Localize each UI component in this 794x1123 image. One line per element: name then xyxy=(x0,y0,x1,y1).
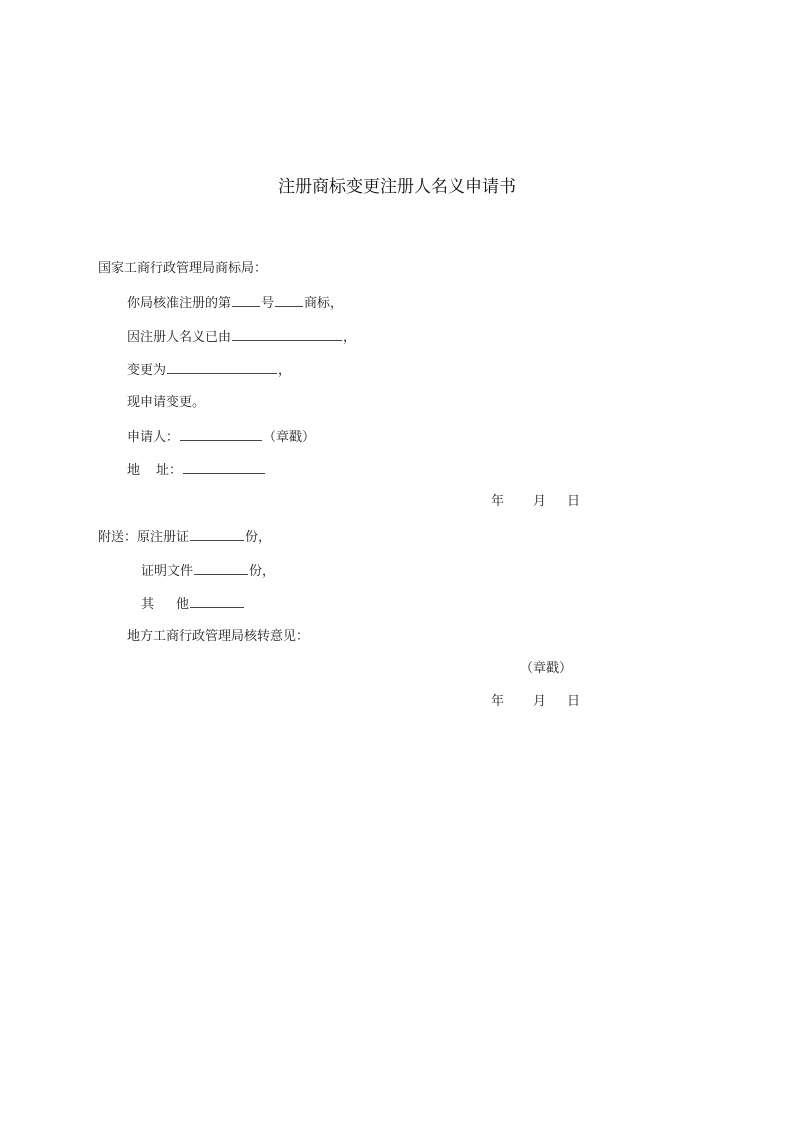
attachment-line-2 xyxy=(141,562,275,580)
year-label: 年 xyxy=(491,494,505,509)
text: 其 xyxy=(141,597,155,612)
text: 地 xyxy=(127,463,141,478)
address-line xyxy=(127,461,266,479)
text: 证明文件 xyxy=(141,564,194,579)
other-blank[interactable] xyxy=(190,595,244,608)
applicant-label: 申请人： xyxy=(127,430,180,445)
day-label: 日 xyxy=(567,494,581,509)
text: 他 xyxy=(176,597,190,612)
day-label: 日 xyxy=(567,694,581,709)
text: 因注册人名义已由 xyxy=(127,330,232,345)
trademark-number-line xyxy=(127,294,343,312)
year-label: 年 xyxy=(491,694,505,709)
seal-label-2: （章戳） xyxy=(520,661,573,676)
local-opinion-label: 地方工商行政管理局核转意见： xyxy=(127,629,310,644)
original-name-line xyxy=(127,328,356,346)
date-line-2 xyxy=(491,694,580,710)
month-label: 月 xyxy=(533,494,547,509)
text: 份， xyxy=(245,530,272,545)
registration-number-blank[interactable] xyxy=(232,294,260,307)
applicant-line xyxy=(127,428,315,446)
request-text: 现申请变更。 xyxy=(127,395,206,410)
date-line-1 xyxy=(491,494,580,510)
attachment-line-1 xyxy=(98,528,271,546)
address-blank[interactable] xyxy=(183,461,265,474)
text: 你局核准注册的第 xyxy=(127,296,232,311)
attachment-label: 附送： xyxy=(98,530,138,545)
text: 号 xyxy=(261,296,275,311)
original-name-blank[interactable] xyxy=(232,328,342,341)
document-title: 注册商标变更注册人名义申请书 xyxy=(278,177,516,197)
text: 份， xyxy=(249,564,276,579)
text: ， xyxy=(278,363,292,378)
certificate-count-blank[interactable] xyxy=(190,528,244,541)
attachment-line-3 xyxy=(141,595,245,613)
document-count-blank[interactable] xyxy=(194,562,248,575)
new-name-line xyxy=(127,361,291,379)
text: 址： xyxy=(156,463,183,478)
seal-label: （章戳） xyxy=(263,430,316,445)
month-label: 月 xyxy=(533,694,547,709)
text: 原注册证 xyxy=(137,530,190,545)
text: 商标， xyxy=(304,296,344,311)
text: 变更为 xyxy=(127,363,167,378)
trademark-blank[interactable] xyxy=(275,294,303,307)
text: ， xyxy=(343,330,357,345)
addressee: 国家工商行政管理局商标局： xyxy=(98,261,268,276)
new-name-blank[interactable] xyxy=(167,361,277,374)
applicant-blank[interactable] xyxy=(180,428,262,441)
